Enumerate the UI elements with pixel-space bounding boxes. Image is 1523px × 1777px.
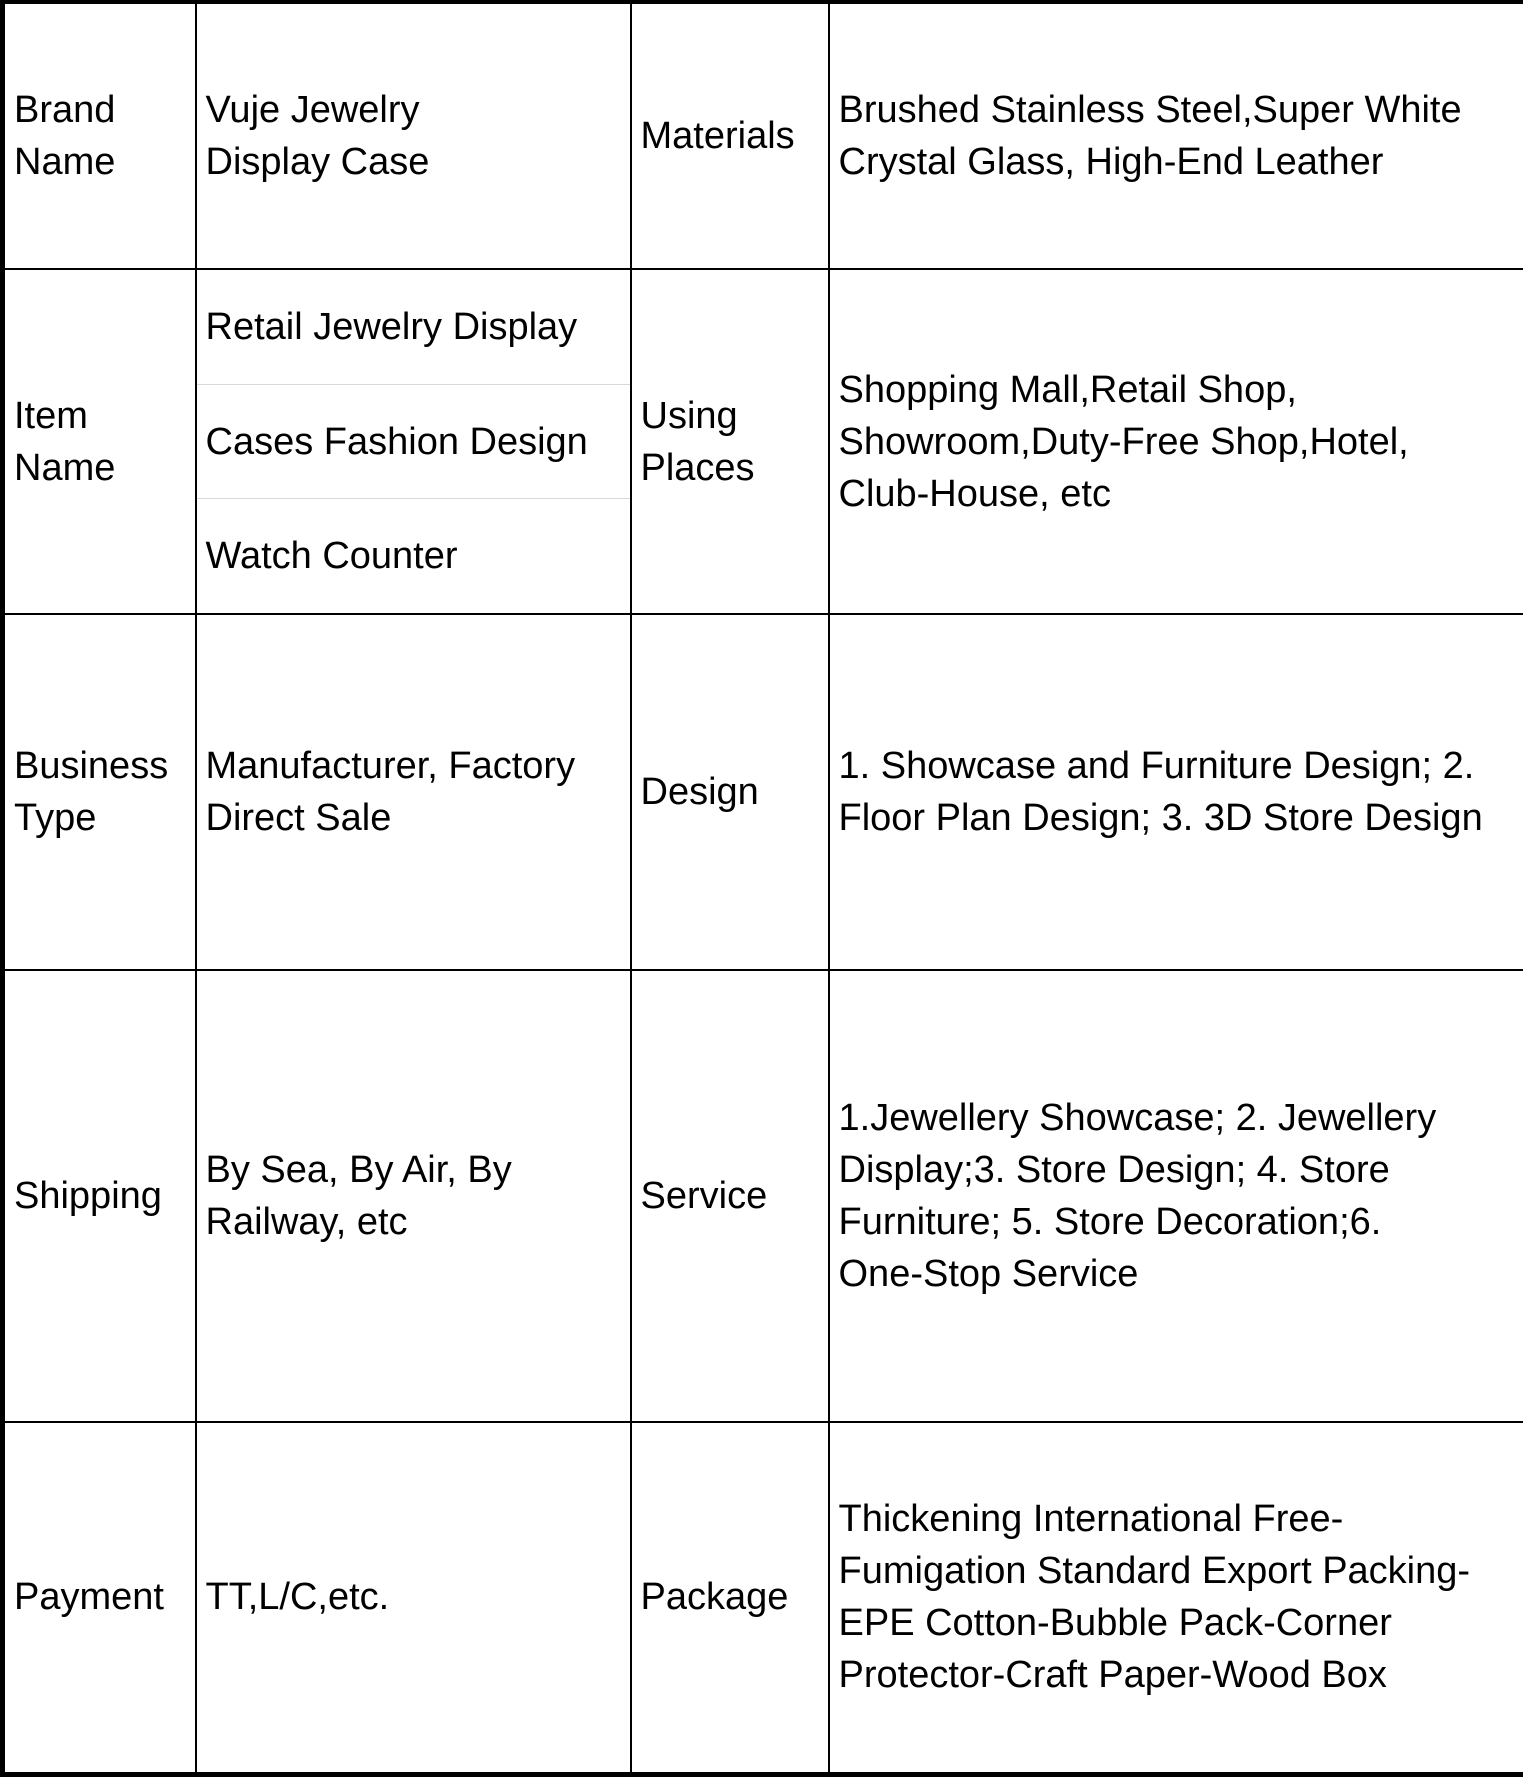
table-row bbox=[3, 269, 1523, 614]
table-row bbox=[3, 970, 1523, 1422]
list-item bbox=[197, 270, 630, 384]
row-value: Vuje Jewelry Display Case bbox=[196, 2, 631, 269]
row-label: Materials bbox=[631, 2, 829, 269]
row-value: Brushed Stainless Steel,Super White Crystal Glass, High-End Leather bbox=[829, 2, 1523, 269]
list-item bbox=[197, 384, 630, 499]
table-row bbox=[3, 2, 1523, 269]
row-value: 1.Jewellery Showcase; 2. Jewellery Display;3. Store Design; 4. Store Furniture; 5. Store Decoration;6. One-Stop Service bbox=[829, 970, 1523, 1422]
row-value: Manufacturer, Factory Direct Sale bbox=[196, 614, 631, 970]
row-value: TT,L/C,etc. bbox=[196, 1422, 631, 1774]
row-value: By Sea, By Air, By Railway, etc bbox=[196, 970, 631, 1422]
row-value: Shopping Mall,Retail Shop, Showroom,Duty-Free Shop,Hotel, Club-House, etc bbox=[829, 269, 1523, 614]
row-label: Shipping bbox=[3, 970, 196, 1422]
row-label: Service bbox=[631, 970, 829, 1422]
table-row bbox=[3, 1422, 1523, 1774]
row-label: Payment bbox=[3, 1422, 196, 1774]
row-label: Design bbox=[631, 614, 829, 970]
item-name-list-cell bbox=[196, 269, 631, 614]
row-label: Package bbox=[631, 1422, 829, 1774]
row-label: Using Places bbox=[631, 269, 829, 614]
list-item bbox=[197, 498, 630, 613]
table-row bbox=[3, 614, 1523, 970]
row-value: 1. Showcase and Furniture Design; 2. Floor Plan Design; 3. 3D Store Design bbox=[829, 614, 1523, 970]
row-label: Item Name bbox=[3, 269, 196, 614]
item-name-list bbox=[197, 270, 630, 613]
row-label: Brand Name bbox=[3, 2, 196, 269]
list-item-text: Retail Jewelry Display bbox=[206, 301, 578, 353]
row-label: Business Type bbox=[3, 614, 196, 970]
row-value: Thickening International Free-Fumigation Standard Export Packing-EPE Cotton-Bubble Pack-Corner Protector-Craft Paper-Wood Box bbox=[829, 1422, 1523, 1774]
list-item-text: Watch Counter bbox=[206, 530, 458, 582]
list-item-text: Cases Fashion Design bbox=[206, 416, 588, 468]
